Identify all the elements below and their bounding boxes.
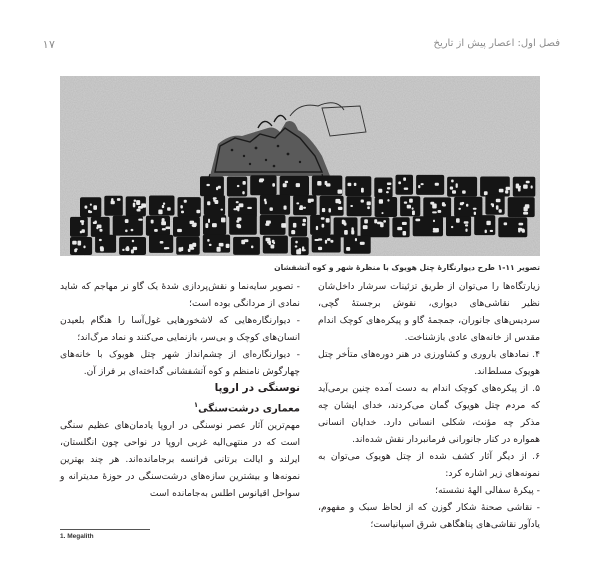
house-opening bbox=[523, 185, 528, 189]
house-opening bbox=[367, 201, 371, 205]
house-block bbox=[203, 235, 230, 253]
list-item-bull: - تصویر سایه‌نما و نقش‌پردازی شدهٔ یک گاو نر مهاجم که شاید نمادی از مردانگی بوده است؛ bbox=[60, 281, 300, 309]
left-text-column bbox=[60, 278, 300, 502]
house-block bbox=[113, 216, 143, 236]
house-block bbox=[80, 197, 101, 217]
house-opening bbox=[318, 247, 322, 250]
house-opening bbox=[518, 229, 520, 232]
list-item-seated-goddess: - پیکرهٔ سفالی الههٔ نشسته؛ bbox=[435, 485, 540, 496]
house-opening bbox=[387, 199, 389, 202]
house-opening bbox=[518, 187, 521, 191]
house-opening bbox=[325, 240, 327, 244]
house-opening bbox=[302, 223, 306, 226]
house-opening bbox=[403, 177, 406, 181]
house-block bbox=[320, 196, 344, 216]
house-opening bbox=[456, 183, 458, 188]
house-opening bbox=[236, 220, 239, 223]
house-opening bbox=[162, 228, 166, 230]
house-opening bbox=[192, 243, 196, 247]
house-opening bbox=[433, 220, 435, 223]
house-block bbox=[293, 195, 317, 215]
house-opening bbox=[531, 185, 533, 188]
house-opening bbox=[506, 187, 511, 190]
house-block bbox=[375, 197, 398, 217]
mural-illustration bbox=[60, 76, 540, 256]
house-opening bbox=[160, 241, 164, 244]
house-opening bbox=[432, 211, 437, 213]
house-opening bbox=[181, 211, 184, 214]
house-opening bbox=[355, 238, 357, 241]
house-opening bbox=[338, 190, 343, 194]
house-block bbox=[485, 195, 504, 215]
house-opening bbox=[125, 230, 128, 233]
page-header bbox=[40, 38, 560, 56]
house-opening bbox=[259, 178, 264, 181]
house-opening bbox=[496, 205, 499, 209]
house-opening bbox=[351, 227, 353, 231]
section-title: نوسنگی در اروپا bbox=[214, 382, 300, 394]
house-opening bbox=[402, 222, 407, 225]
house-block bbox=[508, 197, 535, 217]
figure-caption: تصویر ۱۱-۱ طرح دیوارنگارهٔ چتل هویوک با منظرهٔ شهر و کوه آتشفشان bbox=[274, 263, 540, 272]
house-opening bbox=[93, 205, 97, 210]
house-opening bbox=[397, 227, 402, 230]
house-opening bbox=[522, 229, 525, 233]
house-opening bbox=[72, 241, 77, 245]
house-opening bbox=[342, 220, 345, 225]
house-opening bbox=[361, 188, 364, 193]
house-opening bbox=[525, 204, 530, 208]
house-opening bbox=[272, 183, 275, 187]
paragraph-point-6: ۶. از دیگر آثار کشف شده از چتل هویوک می‌توان به نمونه‌های زیر اشاره کرد: bbox=[318, 451, 540, 479]
house-opening bbox=[271, 245, 275, 249]
house-opening bbox=[221, 218, 226, 223]
house-opening bbox=[302, 246, 304, 251]
house-opening bbox=[387, 187, 390, 189]
house-opening bbox=[367, 206, 370, 209]
list-item-city-view: - دیوارنگاره‌ای از چشم‌انداز شهر چتل هویوک با خانه‌های چهارگوش نامنظم و کوه آتشفشانی گداخته‌ای بر فراز آن. bbox=[60, 349, 300, 377]
house-opening bbox=[361, 200, 364, 203]
paragraph-point-4: ۴. نمادهای باروری و کشاورزی در هنر دوره‌های متأخر چتل هویوک مسلط‌اند. bbox=[318, 349, 540, 377]
house-opening bbox=[374, 219, 377, 223]
house-opening bbox=[284, 206, 287, 210]
house-opening bbox=[432, 204, 437, 209]
house-opening bbox=[94, 221, 97, 224]
house-opening bbox=[466, 204, 468, 207]
house-opening bbox=[363, 225, 368, 229]
house-opening bbox=[303, 219, 306, 223]
list-item-vultures: - دیوارنگاره‌هایی که لاشخورهایی غول‌آسا را هنگام بلعیدن انسان‌های کوچک و بی‌سر، بازنمایی می‌کنند و نماد مرگ‌اند؛ bbox=[60, 315, 300, 343]
house-block bbox=[310, 215, 331, 235]
house-opening bbox=[161, 221, 166, 225]
house-opening bbox=[450, 187, 453, 190]
house-opening bbox=[338, 201, 341, 204]
mural-drawing bbox=[60, 76, 540, 256]
house-block bbox=[260, 195, 290, 215]
house-opening bbox=[452, 190, 456, 194]
house-opening bbox=[122, 249, 124, 251]
paragraph-shrines: زیارتگاه‌ها را می‌توان از طریق تزئینات سرشار داخل‌شان نظیر نقاشی‌های دیواری، نقوش برجستهٔ گچی، سردیس‌های جانوران، جمجمهٔ گاو و پیکره‌های کوچک اندام مقدس از خانه‌های عادی بازشناخت. bbox=[318, 281, 540, 343]
house-opening bbox=[138, 219, 143, 221]
house-opening bbox=[88, 211, 92, 213]
house-opening bbox=[236, 224, 240, 228]
house-block bbox=[146, 216, 170, 236]
house-opening bbox=[299, 248, 302, 250]
house-opening bbox=[326, 218, 330, 223]
footnote: 1. Megalith bbox=[60, 533, 94, 540]
list-item-deer-hunt: - نقاشی صحنهٔ شکار گوزن که از لحاظ سبک و مفهوم، یادآور نقاشی‌های پناهگاهی شرق اسپانیاست؛ bbox=[318, 502, 540, 530]
house-opening bbox=[458, 208, 461, 210]
house-opening bbox=[244, 239, 249, 242]
house-opening bbox=[442, 202, 445, 206]
section-subtitle-text: معماری درشت‌سنگی bbox=[198, 403, 300, 415]
house-opening bbox=[281, 223, 286, 228]
house-opening bbox=[505, 190, 508, 194]
house-opening bbox=[133, 203, 136, 208]
house-opening bbox=[184, 200, 187, 203]
house-opening bbox=[404, 188, 409, 190]
house-opening bbox=[266, 238, 271, 242]
house-opening bbox=[322, 224, 325, 228]
house-opening bbox=[346, 247, 350, 251]
house-opening bbox=[317, 181, 321, 186]
house-opening bbox=[181, 247, 183, 251]
house-opening bbox=[490, 230, 493, 232]
house-opening bbox=[237, 185, 240, 187]
house-opening bbox=[398, 181, 401, 184]
house-opening bbox=[213, 197, 217, 199]
house-opening bbox=[296, 202, 299, 204]
house-opening bbox=[451, 226, 453, 228]
house-opening bbox=[137, 209, 141, 212]
house-opening bbox=[117, 198, 121, 201]
house-opening bbox=[292, 230, 295, 233]
house-opening bbox=[519, 223, 524, 226]
house-opening bbox=[348, 183, 352, 186]
house-block bbox=[95, 235, 116, 253]
house-opening bbox=[85, 206, 88, 209]
house-opening bbox=[162, 205, 164, 208]
house-opening bbox=[99, 239, 102, 241]
house-opening bbox=[499, 209, 502, 213]
house-opening bbox=[409, 199, 413, 203]
house-opening bbox=[412, 211, 415, 216]
house-opening bbox=[99, 229, 102, 232]
house-opening bbox=[90, 204, 92, 206]
house-opening bbox=[496, 199, 501, 203]
house-opening bbox=[236, 201, 239, 203]
house-opening bbox=[236, 206, 240, 210]
house-opening bbox=[473, 208, 477, 210]
house-opening bbox=[80, 220, 84, 223]
house-opening bbox=[403, 231, 407, 236]
house-opening bbox=[504, 222, 508, 225]
house-opening bbox=[296, 183, 300, 187]
house-opening bbox=[247, 207, 252, 209]
megalith-paragraph: مهم‌ترین آثار عصر نوسنگی در اروپا یادمان‌های عظیم سنگی است که در منتهی‌الیه غربی اروپا در نواحی چون انگلستان، ایرلند و ایالت برتانی فرانسه برجامانده‌اند. هر چند بهترین نمونه‌ها و بیشترین سازه‌های درشت‌سنگی در حوزهٔ مدیترانه و سواحل اقیانوس اطلس به‌جامانده است bbox=[60, 420, 300, 500]
house-opening bbox=[329, 208, 332, 212]
house-opening bbox=[383, 220, 386, 223]
house-opening bbox=[209, 244, 212, 246]
house-opening bbox=[78, 241, 82, 246]
house-opening bbox=[166, 227, 171, 230]
house-opening bbox=[243, 181, 246, 185]
house-opening bbox=[134, 200, 137, 202]
house-opening bbox=[162, 218, 165, 222]
house-opening bbox=[360, 243, 363, 245]
house-opening bbox=[242, 191, 244, 194]
house-opening bbox=[456, 218, 460, 222]
house-opening bbox=[386, 191, 389, 193]
house-block bbox=[345, 176, 371, 196]
house-opening bbox=[485, 230, 487, 234]
house-opening bbox=[377, 222, 382, 225]
house-opening bbox=[499, 189, 504, 193]
house-opening bbox=[308, 199, 311, 203]
house-block bbox=[344, 236, 371, 254]
house-opening bbox=[265, 223, 269, 226]
house-opening bbox=[219, 243, 224, 247]
house-opening bbox=[133, 247, 137, 250]
house-opening bbox=[125, 219, 129, 223]
house-opening bbox=[327, 238, 331, 241]
paragraph-point-5: ۵. از پیکره‌های کوچک اندام به دست آمده چنین برمی‌آید که مردم چتل هویوک گمان می‌کردند، خدای ایشان چه مذکر چه مؤنث، شکلی انسانی دارد. خدایان انسانی همواره در کنار جانورانی فرمانبردار نقش شده‌اند. bbox=[318, 383, 540, 445]
house-opening bbox=[523, 212, 528, 215]
house-opening bbox=[435, 183, 439, 186]
house-opening bbox=[412, 207, 414, 209]
house-opening bbox=[82, 229, 85, 233]
house-opening bbox=[217, 247, 221, 252]
house-opening bbox=[207, 239, 209, 242]
house-opening bbox=[111, 201, 115, 205]
house-opening bbox=[270, 207, 273, 211]
house-opening bbox=[136, 200, 140, 205]
house-block bbox=[498, 217, 527, 237]
house-opening bbox=[285, 181, 288, 183]
house-opening bbox=[251, 246, 253, 249]
house-opening bbox=[433, 228, 436, 230]
chapter-title: فصل اول: اعصار پیش از تاریخ bbox=[433, 38, 560, 49]
page-number: ۱۷ bbox=[42, 38, 56, 51]
footnote-divider bbox=[60, 529, 150, 530]
house-block bbox=[229, 215, 257, 235]
house-opening bbox=[158, 210, 162, 215]
house-block bbox=[454, 197, 482, 217]
house-opening bbox=[189, 247, 194, 249]
house-opening bbox=[131, 229, 134, 231]
house-opening bbox=[464, 221, 469, 224]
section-subtitle bbox=[60, 397, 300, 417]
house-opening bbox=[299, 207, 303, 210]
house-block bbox=[423, 197, 451, 217]
house-opening bbox=[407, 205, 411, 209]
house-opening bbox=[295, 241, 298, 244]
house-opening bbox=[433, 230, 438, 232]
house-opening bbox=[460, 202, 464, 205]
house-opening bbox=[216, 187, 218, 191]
house-opening bbox=[164, 247, 168, 249]
house-opening bbox=[438, 210, 442, 213]
house-opening bbox=[196, 210, 200, 214]
house-block bbox=[416, 175, 444, 195]
house-opening bbox=[382, 212, 384, 214]
house-opening bbox=[75, 248, 78, 250]
house-opening bbox=[295, 245, 298, 247]
house-opening bbox=[163, 203, 165, 205]
house-block bbox=[149, 235, 173, 253]
house-opening bbox=[265, 201, 267, 204]
house-opening bbox=[325, 181, 328, 185]
house-opening bbox=[207, 201, 210, 205]
house-opening bbox=[415, 219, 420, 222]
right-text-column bbox=[318, 278, 540, 533]
house-opening bbox=[462, 190, 466, 193]
house-opening bbox=[283, 183, 287, 187]
house-opening bbox=[378, 189, 382, 193]
house-opening bbox=[177, 229, 182, 232]
house-opening bbox=[192, 224, 196, 227]
house-opening bbox=[465, 229, 467, 232]
house-opening bbox=[379, 199, 383, 204]
house-opening bbox=[387, 183, 392, 186]
house-opening bbox=[451, 180, 454, 183]
house-opening bbox=[272, 240, 275, 243]
house-opening bbox=[364, 219, 368, 223]
house-opening bbox=[338, 207, 343, 210]
house-opening bbox=[316, 226, 318, 230]
house-opening bbox=[226, 244, 230, 248]
house-opening bbox=[465, 224, 468, 226]
house-opening bbox=[132, 240, 134, 243]
house-opening bbox=[100, 247, 104, 251]
house-opening bbox=[314, 239, 319, 241]
house-opening bbox=[83, 246, 85, 249]
house-opening bbox=[526, 181, 530, 184]
house-opening bbox=[154, 229, 158, 232]
house-opening bbox=[208, 219, 210, 223]
house-opening bbox=[180, 205, 183, 208]
house-opening bbox=[321, 217, 325, 219]
house-opening bbox=[151, 220, 154, 224]
house-opening bbox=[267, 241, 271, 243]
house-opening bbox=[206, 184, 210, 186]
house-block bbox=[228, 198, 257, 218]
house-opening bbox=[221, 209, 224, 211]
house-opening bbox=[491, 203, 493, 205]
house-opening bbox=[125, 247, 129, 251]
house-opening bbox=[205, 223, 208, 228]
house-opening bbox=[404, 202, 407, 204]
house-opening bbox=[421, 183, 424, 185]
house-opening bbox=[418, 185, 420, 188]
house-opening bbox=[96, 227, 98, 230]
house-opening bbox=[167, 207, 171, 211]
house-opening bbox=[474, 212, 476, 215]
house-opening bbox=[330, 240, 333, 243]
house-opening bbox=[303, 207, 306, 209]
house-opening bbox=[484, 191, 488, 195]
house-opening bbox=[344, 230, 348, 235]
house-opening bbox=[138, 206, 143, 209]
house-block bbox=[70, 217, 88, 237]
house-opening bbox=[486, 221, 490, 225]
house-opening bbox=[354, 183, 357, 186]
house-opening bbox=[293, 223, 297, 228]
house-opening bbox=[350, 205, 353, 207]
house-opening bbox=[212, 223, 217, 227]
house-opening bbox=[322, 208, 325, 212]
footnote-marker: ۱ bbox=[193, 401, 199, 409]
house-block bbox=[70, 237, 92, 255]
